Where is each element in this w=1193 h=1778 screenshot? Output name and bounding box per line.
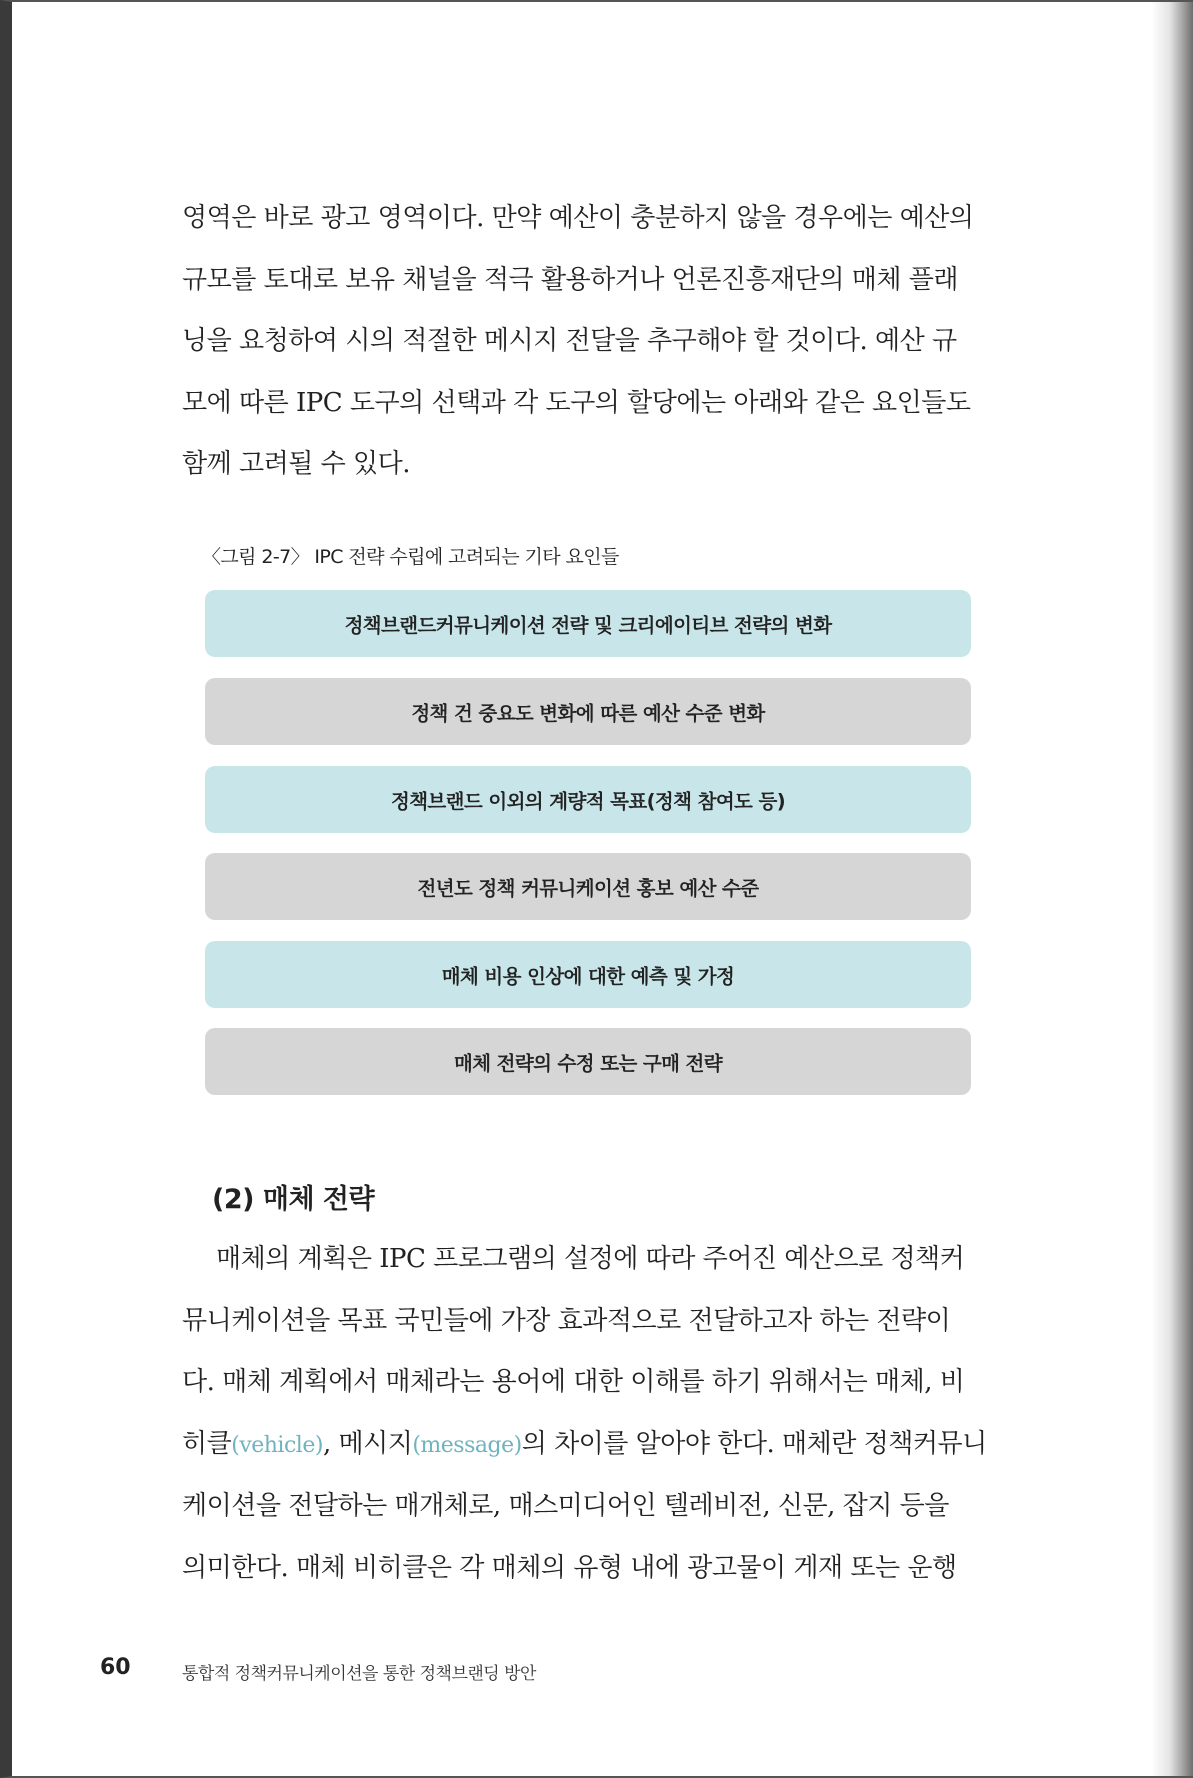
factor-box: 전년도 정책 커뮤니케이션 홍보 예산 수준 <box>205 853 971 920</box>
text-line: 모에 따른 IPC 도구의 선택과 각 도구의 할당에는 아래와 같은 요인들도 <box>182 387 971 418</box>
body-paragraph <box>182 188 1014 496</box>
text-fragment: , 메시지 <box>322 1428 413 1459</box>
factor-box: 정책브랜드 이외의 계량적 목표(정책 참여도 등) <box>205 766 971 833</box>
body-paragraph <box>182 1229 1014 1600</box>
text-line: 닝을 요청하여 시의 적절한 메시지 전달을 추구해야 할 것이다. 예산 규 <box>182 326 957 357</box>
factor-box: 정책브랜드커뮤니케이션 전략 및 크리에이티브 전략의 변화 <box>205 590 971 657</box>
factor-box: 매체 전략의 수정 또는 구매 전략 <box>205 1028 971 1095</box>
page-number: 60 <box>100 1655 131 1680</box>
text-line: 다. 매체 계획에서 매체라는 용어에 대한 이해를 하기 위해서는 매체, 비 <box>182 1367 965 1398</box>
text-line <box>182 1414 1014 1477</box>
text-line: 함께 고려될 수 있다. <box>182 449 410 480</box>
english-term: (vehicle) <box>231 1432 323 1458</box>
text-line: 매체의 계획은 IPC 프로그램의 설정에 따라 주어진 예산으로 정책커 <box>216 1244 965 1274</box>
factor-box: 매체 비용 인상에 대한 예측 및 가정 <box>205 941 971 1008</box>
text-line: 뮤니케이션을 목표 국민들에 가장 효과적으로 전달하고자 하는 전략이 <box>182 1305 951 1336</box>
running-title: 통합적 정책커뮤니케이션을 통한 정책브랜딩 방안 <box>182 1664 536 1684</box>
text-line: 규모를 토대로 보유 채널을 적극 활용하거나 언론진흥재단의 매체 플래 <box>182 264 958 295</box>
text-line: 의미한다. 매체 비히클은 각 매체의 유형 내에 광고물이 게재 또는 운행 <box>182 1552 957 1583</box>
section-heading: (2) 매체 전략 <box>212 1184 375 1215</box>
text-fragment: 히클 <box>182 1428 232 1459</box>
text-line: 영역은 바로 광고 영역이다. 만약 예산이 충분하지 않을 경우에는 예산의 <box>182 203 974 233</box>
text-line: 케이션을 전달하는 매개체로, 매스미디어인 텔레비전, 신문, 잡지 등을 <box>182 1491 949 1522</box>
english-term: (message) <box>412 1432 522 1458</box>
factor-box: 정책 건 중요도 변화에 따른 예산 수준 변화 <box>205 678 971 745</box>
figure-caption: 〈그림 2-7〉 IPC 전략 수립에 고려되는 기타 요인들 <box>202 546 619 568</box>
text-fragment: 의 차이를 알아야 한다. 매체란 정책커뮤니 <box>521 1428 987 1459</box>
